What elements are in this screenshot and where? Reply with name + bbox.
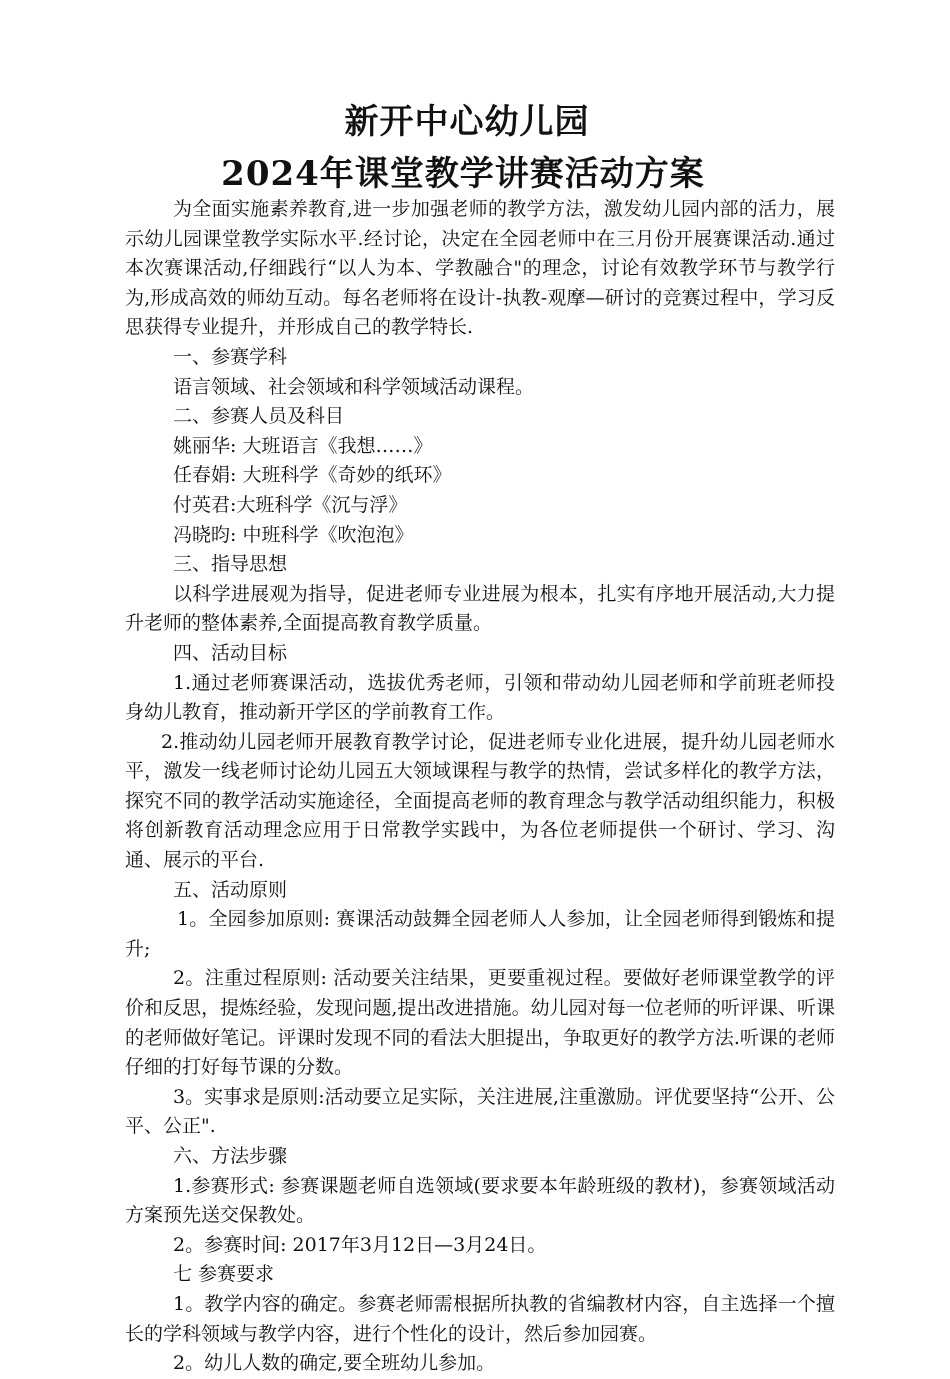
principle-item: 3。实事求是原则:活动要立足实际，关注进展,注重激励。评优要坚持“公开、公平、公正". (125, 1085, 835, 1138)
section-heading-principles: 五、活动原则 (173, 878, 288, 901)
subjects-text: 语言领域、社会领域和科学领域活动课程。 (173, 375, 535, 398)
guiding-ideology-text: 以科学进展观为指导，促进老师专业进展为根本，扎实有序地开展活动,大力提升老师的整体素养,全面提高教育教学质量。 (125, 582, 835, 635)
requirement-item: 1。教学内容的确定。参赛老师需根据所执教的省编教材内容，自主选择一个擅长的学科领域与教学内容，进行个性化的设计，然后参加园赛。 (125, 1292, 835, 1345)
section-heading-goals: 四、活动目标 (173, 641, 288, 664)
principle-item: 1。全园参加原则: 赛课活动鼓舞全园老师人人参加，让全园老师得到锻炼和提升; (125, 908, 835, 960)
section-heading-guiding-ideology: 三、指导思想 (173, 553, 288, 576)
intro-paragraph: 为全面实施素养教育,进一步加强老师的教学方法，激发幼儿园内部的活力，展示幼儿园课堂教学实际水平.经讨论，决定在全园老师中在三月份开展赛课活动.通过本次赛课活动,仔细践行“以人为本、学教融合"的理念，讨论有效教学环节与教学行为,形成高效的师幼互动。每名老师将在设计-执教-观摩—研讨的竞赛过程中，学习反思获得专业提升，并形成自己的教学特长. (125, 198, 835, 339)
section-heading-participants: 二、参赛人员及科目 (173, 405, 345, 428)
document-title-school: 新开中心幼儿园 (344, 102, 590, 142)
principle-item: 2。注重过程原则: 活动要关注结果，更要重视过程。要做好老师课堂教学的评价和反思，提炼经验，发现问题,提出改进措施。幼儿园对每一位老师的听评课、听课的老师做好笔记。评课时发现不同的看法大胆提出，争取更好的教学方法.听课的老师仔细的打好每节课的分数。 (125, 967, 835, 1079)
section-heading-steps: 六、方法步骤 (173, 1145, 288, 1167)
document-body (125, 195, 835, 1379)
goal-item: 1.通过老师赛课活动，选拔优秀老师，引领和带动幼儿园老师和学前班老师投身幼儿教育，推动新开学区的学前教育工作。 (125, 671, 835, 724)
goal-item: 2.推动幼儿园老师开展教育教学讨论，促进老师专业化进展，提升幼儿园老师水平，激发一线老师讨论幼儿园五大领域课程与教学的热情，尝试多样化的教学方法，探究不同的教学活动实施途径，全面提高老师的教育理念与教学活动组织能力，积极将创新教育活动理念应用于日常教学实践中，为各位老师提供一个研讨、学习、沟通、展示的平台. (125, 730, 835, 872)
requirement-item: 2。幼儿人数的确定,要全班幼儿参加。 (173, 1352, 496, 1375)
participant-item: 任春娟: 大班科学《奇妙的纸环》 (173, 464, 452, 487)
document-title-plan: 2024年课堂教学讲赛活动方案 (221, 154, 705, 194)
participant-item: 冯晓昀: 中班科学《吹泡泡》 (173, 523, 414, 546)
participant-item: 姚丽华: 大班语言《我想……》 (173, 434, 433, 457)
section-heading-requirements: 七 参赛要求 (173, 1263, 275, 1286)
participant-item: 付英君:大班科学《沉与浮》 (173, 493, 408, 516)
section-heading-subjects: 一、参赛学科 (173, 345, 288, 368)
step-item: 1.参赛形式: 参赛课题老师自选领域(要求要本年龄班级的教材)，参赛领域活动方案预先送交保教处。 (125, 1174, 835, 1227)
step-item: 2。参赛时间: 2017年3月12日—3月24日。 (173, 1233, 547, 1256)
